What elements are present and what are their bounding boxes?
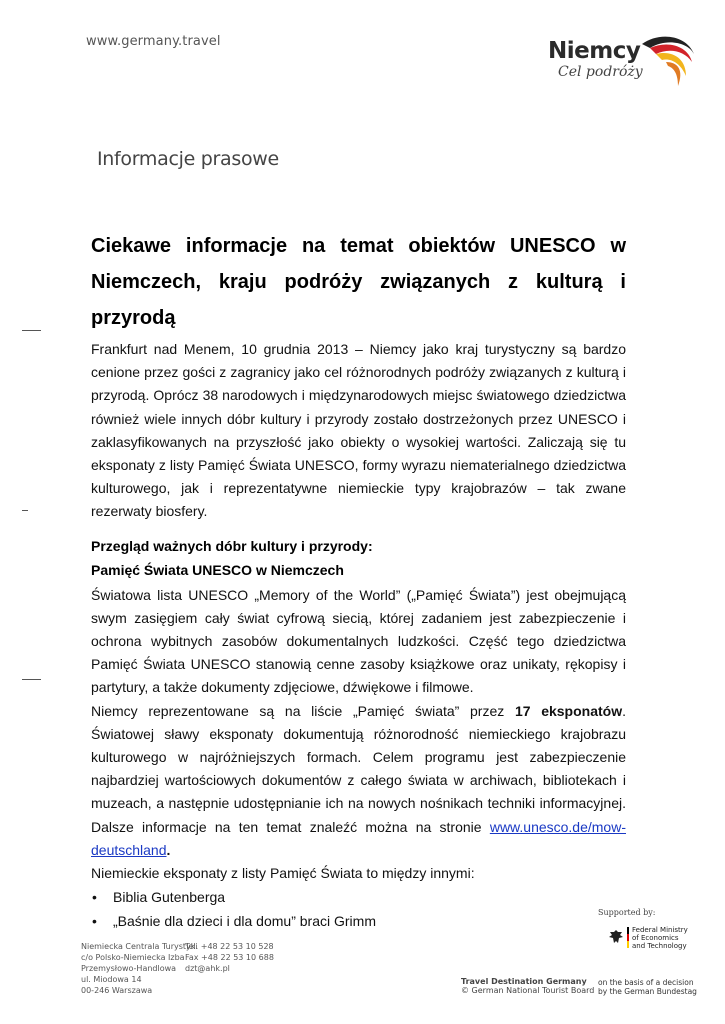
- list-intro: Niemieckie eksponaty z listy Pamięć Świata to między innymi:: [91, 865, 475, 882]
- footer-contact: [185, 941, 274, 974]
- footer-email[interactable]: dzt@ahk.pl: [185, 964, 230, 973]
- exhibit-list: [91, 885, 626, 933]
- footer-organization-address: [81, 941, 198, 996]
- margin-fold-mark: [22, 330, 41, 331]
- footer-line: c/o Polsko-Niemiecka Izba: [81, 953, 185, 962]
- footer-tdg-logo: [461, 977, 594, 995]
- german-flag-icon: [627, 927, 629, 948]
- list-item: [91, 885, 626, 909]
- article: [91, 228, 626, 933]
- ministry-line: and Technology: [632, 942, 687, 950]
- note-line: on the basis of a decision: [598, 978, 694, 987]
- bullet-icon: •: [92, 913, 97, 930]
- tdg-title: Travel Destination Germany: [461, 977, 587, 986]
- brand-title: Niemcy: [548, 38, 641, 64]
- footer-line: 00-246 Warszawa: [81, 986, 153, 995]
- footer-line: ul. Miodowa 14: [81, 975, 142, 984]
- bullet-icon: •: [92, 889, 97, 906]
- heading-memory-of-world: Pamięć Świata UNESCO w Niemczech: [91, 561, 344, 578]
- article-headline: Ciekawe informacje na temat obiektów UNESCO w Niemczech, kraju podróży związanych z kulturą i przyrodą: [91, 235, 626, 329]
- list-item: [91, 909, 626, 933]
- list-item-text: „Baśnie dla dzieci i dla domu” braci Grimm: [113, 913, 376, 930]
- federal-eagle-icon: [607, 928, 625, 946]
- footer-line: Przemysłowo-Handlowa: [81, 964, 177, 973]
- federal-ministry-label: [632, 926, 688, 950]
- margin-fold-mark: [22, 679, 41, 680]
- brand-swoosh-logo: [636, 30, 698, 88]
- bundestag-decision-note: [598, 978, 697, 996]
- ministry-line: of Economics: [632, 934, 679, 942]
- footer-fax: Fax +48 22 53 10 688: [185, 953, 274, 962]
- paragraph-germany-exhibits: [91, 700, 626, 862]
- article-lead: Frankfurt nad Menem, 10 grudnia 2013 – Niemcy jako kraj turystyczny są bardzo cenione przez gości z zagranicy jako cel różnorodnych podróży związanych z kulturą i przyrodą. Oprócz 38 narodowych i międzynarodowych miejsc światowego dziedzictwa również wiele innych dóbr kultury i przyrody zostało dostrzeżonych przez UNESCO i zaklasyfikowanych na przyszłość jako obiekty o wysokiej wartości. Zaliczają się tu eksponaty z listy Pamięć Świata UNESCO, formy wyrazu niematerialnego dziedzictwa kulturowego, jak i reprezentatywne niemieckie typy krajobrazów – tak zwane rezerwaty biosfery.: [91, 341, 626, 520]
- paragraph-text: . Światowej sławy eksponaty dokumentują różnorodność niemieckiego krajobrazu kulturowego w najróżniejszych formach. Celem programu jest zabezpieczenie najbardziej wartościowych dokumentów z całego świata w archiwach, bibliotekach i muzeach, a następnie udostępnianie ich na nowych nośnikach techniki informacyjnej. Dalsze informacje na ten temat znaleźć można na stronie: [91, 702, 626, 835]
- exhibit-count: 17 eksponatów: [514, 702, 623, 719]
- supported-by-label: Supported by:: [598, 908, 656, 917]
- unesco-link[interactable]: www.unesco.de/mow-deutschland: [91, 818, 626, 858]
- section-title: Informacje prasowe: [97, 148, 279, 170]
- list-item-text: Biblia Gutenberga: [113, 889, 226, 906]
- ministry-line: Federal Ministry: [632, 926, 688, 934]
- tdg-subtitle: © German National Tourist Board: [461, 986, 595, 995]
- heading-overview: Przegląd ważnych dóbr kultury i przyrody:: [91, 537, 373, 554]
- paragraph-memory-of-world: Światowa lista UNESCO „Memory of the World” („Pamięć Świata”) jest obejmującą swym zasięgiem cały świat cyfrową siecią, której zadaniem jest zabezpieczenie i ochrona wybitnych zasobów dokumentalnych ludzkości. Część tego dziedzictwa Pamięć Świata UNESCO stanowią cenne zasoby książkowe oraz unikaty, rękopisy i partytury, a także dokumenty zdjęciowe, dźwiękowe i filmowe.: [91, 586, 626, 696]
- footer-line: Niemiecka Centrala Turystyki: [81, 942, 198, 951]
- paragraph-text: Niemcy reprezentowane są na liście „Pamięć świata” przez: [91, 702, 515, 719]
- note-line: by the German Bundestag: [598, 987, 697, 996]
- brand-subtitle: Cel podróży: [558, 64, 643, 80]
- paragraph-end: .: [166, 841, 171, 858]
- margin-punch-mark: [22, 510, 28, 511]
- footer-phone: Tel. +48 22 53 10 528: [185, 942, 274, 951]
- site-url[interactable]: www.germany.travel: [86, 34, 221, 49]
